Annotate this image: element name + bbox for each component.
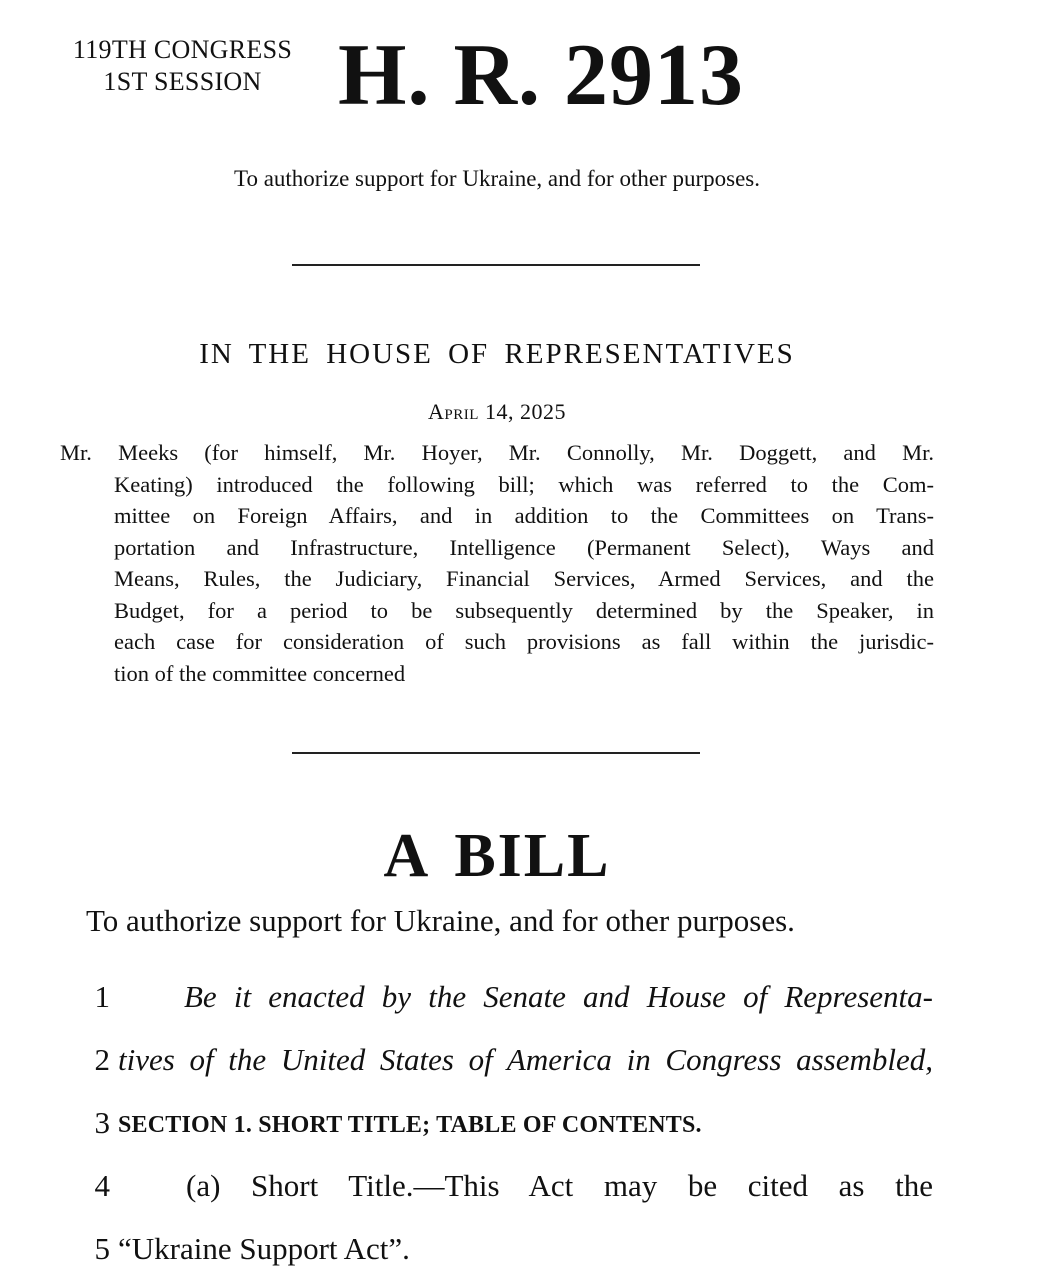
enacting-clause-line: Be it enacted by the Senate and House of Representa- xyxy=(184,979,933,1014)
introduction-line: mittee on Foreign Affairs, and in addition to the Committees on Trans- xyxy=(114,503,934,528)
line-number: 1 xyxy=(94,979,110,1014)
bill-heading: A BILL xyxy=(383,822,611,890)
line-number: 5 xyxy=(94,1231,110,1266)
section-heading: SECTION 1. SHORT TITLE; TABLE OF CONTENTS. xyxy=(118,1112,702,1138)
congress-label: 119TH CONGRESS xyxy=(72,35,293,64)
short-title-line: “Ukraine Support Act”. xyxy=(118,1231,410,1266)
session-label: 1ST SESSION xyxy=(103,67,262,96)
introduction-paragraph xyxy=(60,437,934,689)
bill-number: H. R. 2913 xyxy=(338,27,744,124)
introduction-line: each case for consideration of such provisions as fall within the jurisdic- xyxy=(114,629,934,654)
introduction-line: tion of the committee concerned xyxy=(114,660,406,686)
short-purpose: To authorize support for Ukraine, and for other purposes. xyxy=(234,166,760,191)
short-title-line: (a) Short Title.—This Act may be cited as the xyxy=(186,1168,933,1203)
divider-top xyxy=(292,264,700,266)
introduction-line: portation and Infrastructure, Intelligence (Permanent Select), Ways and xyxy=(114,534,934,560)
line-number: 2 xyxy=(94,1042,110,1077)
house-heading: IN THE HOUSE OF REPRESENTATIVES xyxy=(199,338,795,370)
line-number: 3 xyxy=(94,1105,110,1140)
introduction-line: Mr. Meeks (for himself, Mr. Hoyer, Mr. Connolly, Mr. Doggett, and Mr. xyxy=(60,440,934,465)
congress-session-block xyxy=(60,34,305,98)
introduction-date: April 14, 2025 xyxy=(428,399,566,424)
divider-bottom xyxy=(292,752,700,754)
introduction-line: Budget, for a period to be subsequently determined by the Speaker, in xyxy=(114,597,934,623)
line-number: 4 xyxy=(94,1168,110,1203)
introduction-line: Keating) introduced the following bill; which was referred to the Com- xyxy=(114,471,934,497)
long-purpose: To authorize support for Ukraine, and for other purposes. xyxy=(86,903,795,938)
enacting-clause-line: tives of the United States of America in Congress assembled, xyxy=(118,1042,933,1077)
introduction-line: Means, Rules, the Judiciary, Financial Services, Armed Services, and the xyxy=(114,566,934,591)
